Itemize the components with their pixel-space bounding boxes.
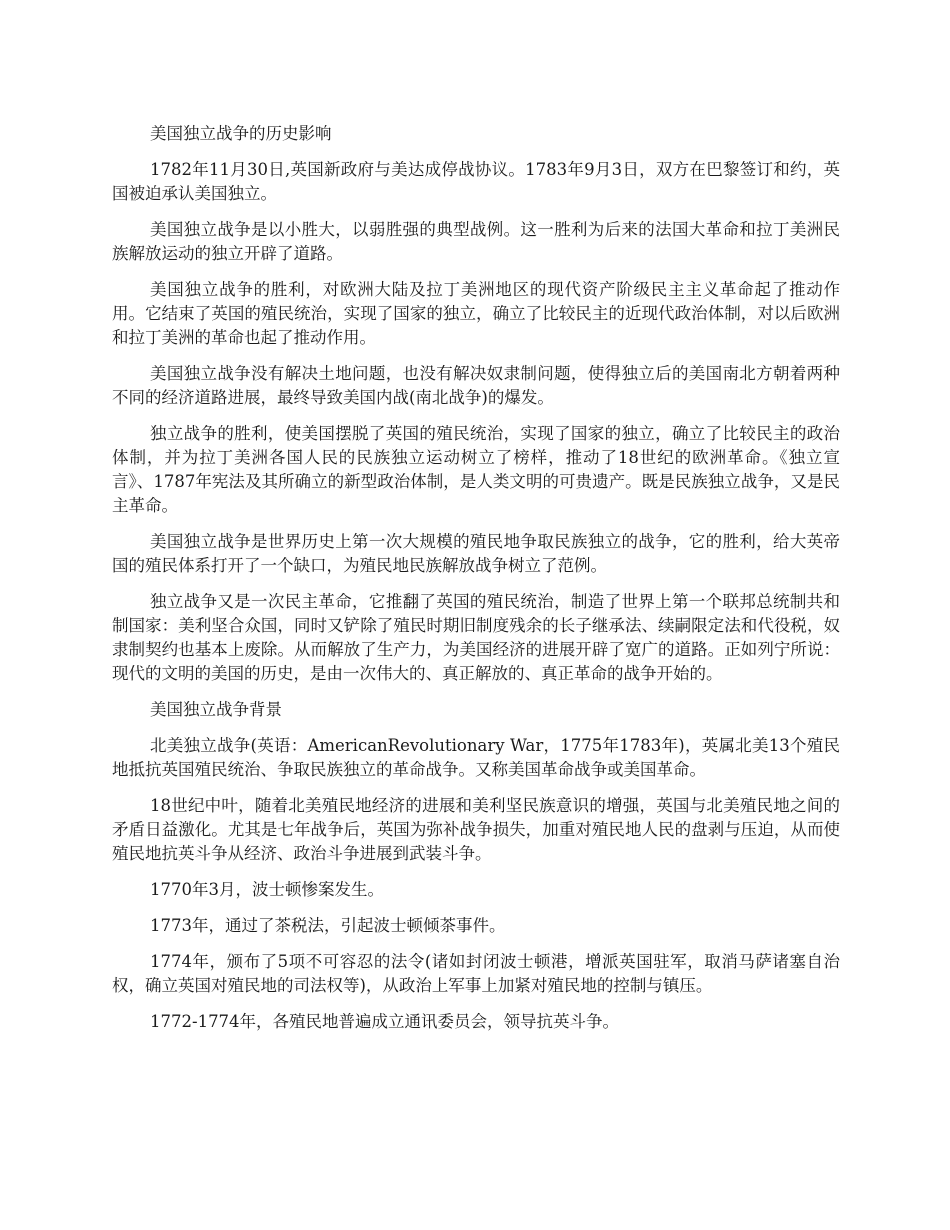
paragraph-committees: 1772-1774年，各殖民地普遍成立通讯委员会，领导抗英斗争。 (150, 1012, 620, 1031)
paragraph-revolutionary-war: 北美独立战争(英语：AmericanRevolutionary War，1775年1783年)，英属北美13个殖民地抵抗英国殖民统治、争取民族独立的革命战争。又称美国革命战争或美国革命。 (112, 736, 840, 779)
paragraph-small-beats-large: 美国独立战争是以小胜大，以弱胜强的典型战例。这一胜利为后来的法国大革命和拉丁美洲民族解放运动的独立开辟了道路。 (112, 220, 840, 263)
document-body (112, 122, 840, 1046)
paragraph-land-slavery: 美国独立战争没有解决土地问题，也没有解决奴隶制问题，使得独立后的美国南北方朝着两种不同的经济道路进展，最终导致美国内战(南北战争)的爆发。 (112, 364, 840, 407)
paragraph-armistice: 1782年11月30日,英国新政府与美达成停战协议。1783年9月3日，双方在巴黎签订和约，英国被迫承认美国独立。 (112, 160, 840, 203)
paragraph-europe-latin-america: 美国独立战争的胜利，对欧洲大陆及拉丁美洲地区的现代资产阶级民主主义革命起了推动作用。它结束了英国的殖民统治，实现了国家的独立，确立了比较民主的近现代政治体制，对以后欧洲和拉丁美洲的革命也起了推动作用。 (112, 280, 840, 347)
paragraph-intolerable-acts: 1774年，颁布了5项不可容忍的法令(诸如封闭波士顿港，增派英国驻军，取消马萨诸塞自治权，确立英国对殖民地的司法权等)，从政治上军事上加紧对殖民地的控制与镇压。 (112, 952, 840, 995)
paragraph-independence-victory: 独立战争的胜利，使美国摆脱了英国的殖民统治，实现了国家的独立，确立了比较民主的政治体制，并为拉丁美洲各国人民的民族独立运动树立了榜样，推动了18世纪的欧洲革命。《独立宣言》、1787年宪法及其所确立的新型政治体制，是人类文明的可贵遗产。既是民族独立战争，又是民主革命。 (112, 424, 840, 515)
paragraph-boston-massacre: 1770年3月，波士顿惨案发生。 (150, 880, 384, 899)
section-heading-background: 美国独立战争背景 (150, 700, 282, 719)
paragraph-first-colonial-war: 美国独立战争是世界历史上第一次大规模的殖民地争取民族独立的战争，它的胜利，给大英帝国的殖民体系打开了一个缺口，为殖民地民族解放战争树立了范例。 (112, 532, 840, 575)
paragraph-18th-century: 18世纪中叶，随着北美殖民地经济的进展和美利坚民族意识的增强，英国与北美殖民地之间的矛盾日益激化。尤其是七年战争后，英国为弥补战争损失，加重对殖民地人民的盘剥与压迫，从而使殖民地抗英斗争从经济、政治斗争进展到武装斗争。 (112, 796, 840, 863)
section-heading-historical-impact: 美国独立战争的历史影响 (150, 124, 332, 143)
paragraph-tea-act: 1773年，通过了茶税法，引起波士顿倾茶事件。 (150, 916, 506, 935)
paragraph-democratic-revolution: 独立战争又是一次民主革命，它推翻了英国的殖民统治，制造了世界上第一个联邦总统制共和制国家：美利坚合众国，同时又铲除了殖民时期旧制度残余的长子继承法、续嗣限定法和代役税，奴隶制契约也基本上废除。从而解放了生产力，为美国经济的进展开辟了宽广的道路。正如列宁所说：现代的文明的美国的历史，是由一次伟大的、真正解放的、真正革命的战争开始的。 (112, 592, 840, 683)
